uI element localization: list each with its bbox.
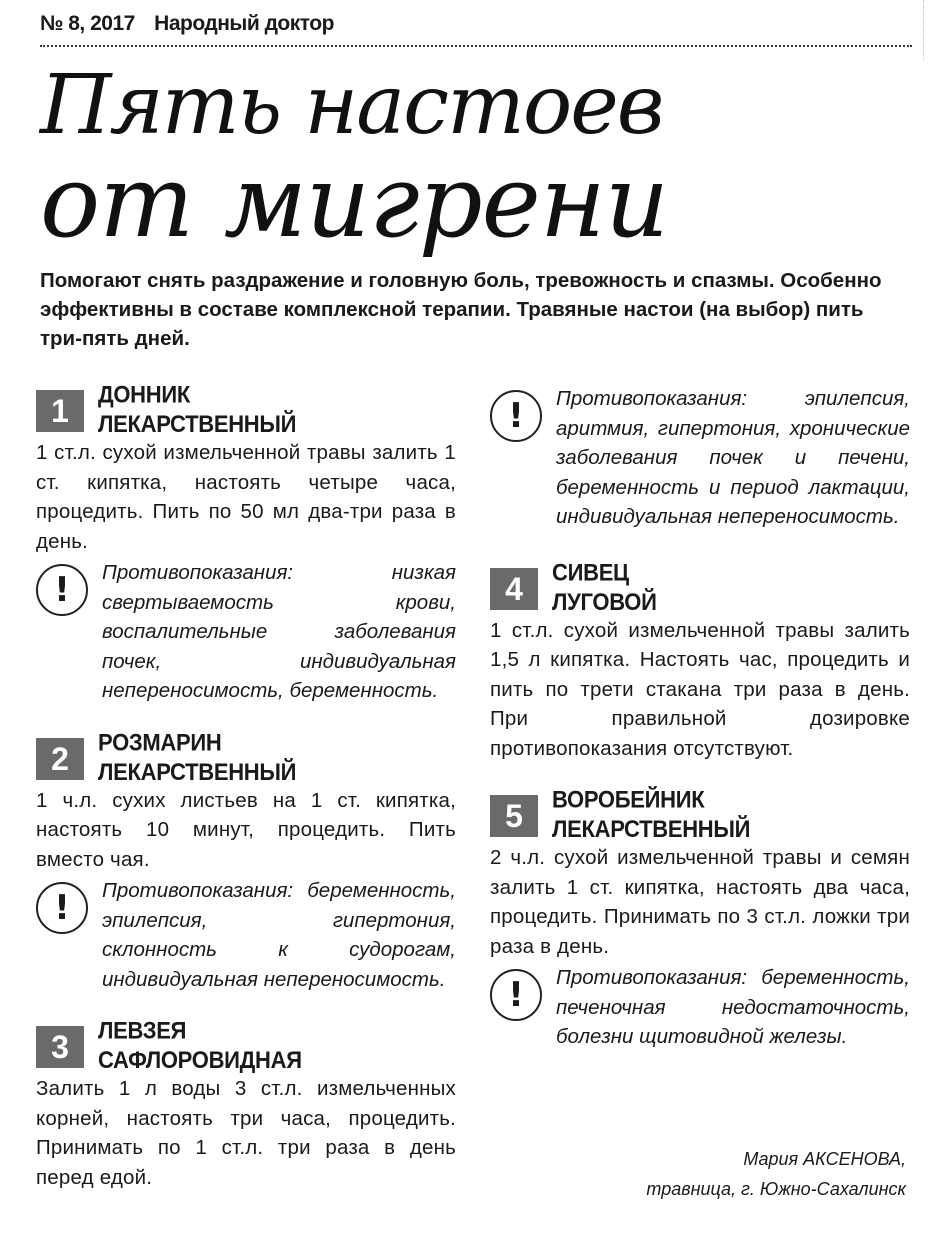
article-title: [40, 58, 669, 260]
herb-name-line-2: ЛЕКАРСТВЕННЫЙ: [98, 757, 297, 785]
edge-divider: [923, 0, 934, 60]
title-line-1: Пять настоев: [40, 58, 663, 153]
herb-name-line-1: РОЗМАРИН: [98, 728, 222, 756]
herb-name-line-2: САФЛОРОВИДНАЯ: [98, 1046, 302, 1074]
herb-name-line-2: ЛЕКАРСТВЕННЫЙ: [98, 410, 297, 438]
page-header: [40, 12, 334, 36]
publication-name: Народный доктор: [154, 12, 334, 35]
herb-2: [36, 728, 456, 995]
herb-name: [98, 728, 296, 786]
contraindications-continued: [490, 384, 910, 532]
herb-recipe: 1 ч.л. сухих листьев на 1 ст. кипятка, настоять 10 минут, процедить. Пить вместо чая.: [36, 788, 456, 871]
contraindications: [490, 963, 910, 1052]
herb-name-line-1: СИВЕЦ: [552, 558, 629, 586]
author-role: травница, г. Южно-Сахалинск: [646, 1179, 906, 1199]
title-line-2: от мигрени: [40, 143, 669, 260]
header-divider: [40, 45, 912, 47]
herb-recipe: 1 ст.л. сухой измельченной травы залить 1,5 л кипятка. Настоять час, процедить и пить по трети стакана три раза в день. При правильной дозировке противопоказания отсутствуют.: [490, 618, 910, 760]
herb-name: [552, 558, 657, 616]
warning-icon: !: [490, 969, 542, 1021]
herb-heading: [36, 380, 456, 438]
herb-number-badge: 2: [36, 738, 84, 780]
herb-recipe: 2 ч.л. сухой измельченной травы и семян залить 1 ст. кипятка, настоять два часа, процедить. Принимать по 3 ст.л. ложки три раза в день.: [490, 846, 910, 958]
herb-heading: [36, 728, 456, 785]
herb-number-badge: 1: [36, 390, 84, 432]
contraindications: [36, 558, 456, 706]
herb-recipe: 1 ст.л. сухой измельченной травы залить 1 ст. кипятка, настоять четыре часа, процедить. Пить по 50 мл два-три раза в день.: [36, 441, 456, 553]
herb-heading: [490, 558, 910, 615]
issue-number: № 8, 2017: [40, 12, 135, 35]
right-column: [490, 380, 910, 1074]
herb-name: [98, 380, 296, 438]
contraindications-text: Противопоказания: беременность, печеночная недостаточность, болезни щитовидной железы.: [556, 966, 910, 1048]
herb-heading: [36, 1016, 456, 1074]
herb-name-line-2: ЛЕКАРСТВЕННЫЙ: [552, 815, 751, 843]
herb-name-line-1: ВОРОБЕЙНИК: [552, 786, 705, 814]
warning-icon: !: [490, 390, 542, 442]
warning-icon: !: [36, 564, 88, 616]
contraindications-text: Противопоказания: беременность, эпилепсия, гипертония, склонность к судорогам, индивидуальная непереносимость.: [102, 879, 456, 991]
herb-heading: [490, 785, 910, 843]
herb-recipe: Залить 1 л воды 3 ст.л. измельченных корней, настоять три часа, процедить. Принимать по 1 ст.л. три раза в день перед едой.: [36, 1077, 456, 1189]
contraindications-text: Противопоказания: низкая свертываемость крови, воспалительные заболевания почек, индивидуальная непереносимость, беременность.: [102, 561, 456, 702]
herb-number-badge: 4: [490, 568, 538, 610]
herb-name-line-2: ЛУГОВОЙ: [552, 587, 657, 615]
herb-name: [552, 785, 750, 843]
herb-5: [490, 785, 910, 1052]
warning-icon: !: [36, 882, 88, 934]
herb-name-line-1: ЛЕВЗЕЯ: [98, 1017, 187, 1045]
left-column: [36, 380, 456, 1214]
contraindications: [36, 876, 456, 994]
contraindications-text: Противопоказания: эпилепсия, аритмия, гипертония, хронические заболевания почек и печени, беременность и период лактации, индивидуальная непереносимость.: [556, 387, 910, 528]
herb-name: [98, 1016, 302, 1074]
herb-number-badge: 3: [36, 1026, 84, 1068]
herb-4: [490, 558, 910, 764]
herb-number-badge: 5: [490, 795, 538, 837]
author-name: Мария АКСЕНОВА,: [743, 1149, 906, 1169]
article-lead: Помогают снять раздражение и головную боль, тревожность и спазмы. Особенно эффективны в составе комплексной терапии. Травяные настои (на выбор) пить три-пять дней.: [40, 269, 882, 350]
author-signature: [646, 1144, 906, 1204]
herb-3: [36, 1016, 456, 1192]
herb-name-line-1: ДОННИК: [98, 381, 191, 409]
herb-1: [36, 380, 456, 706]
